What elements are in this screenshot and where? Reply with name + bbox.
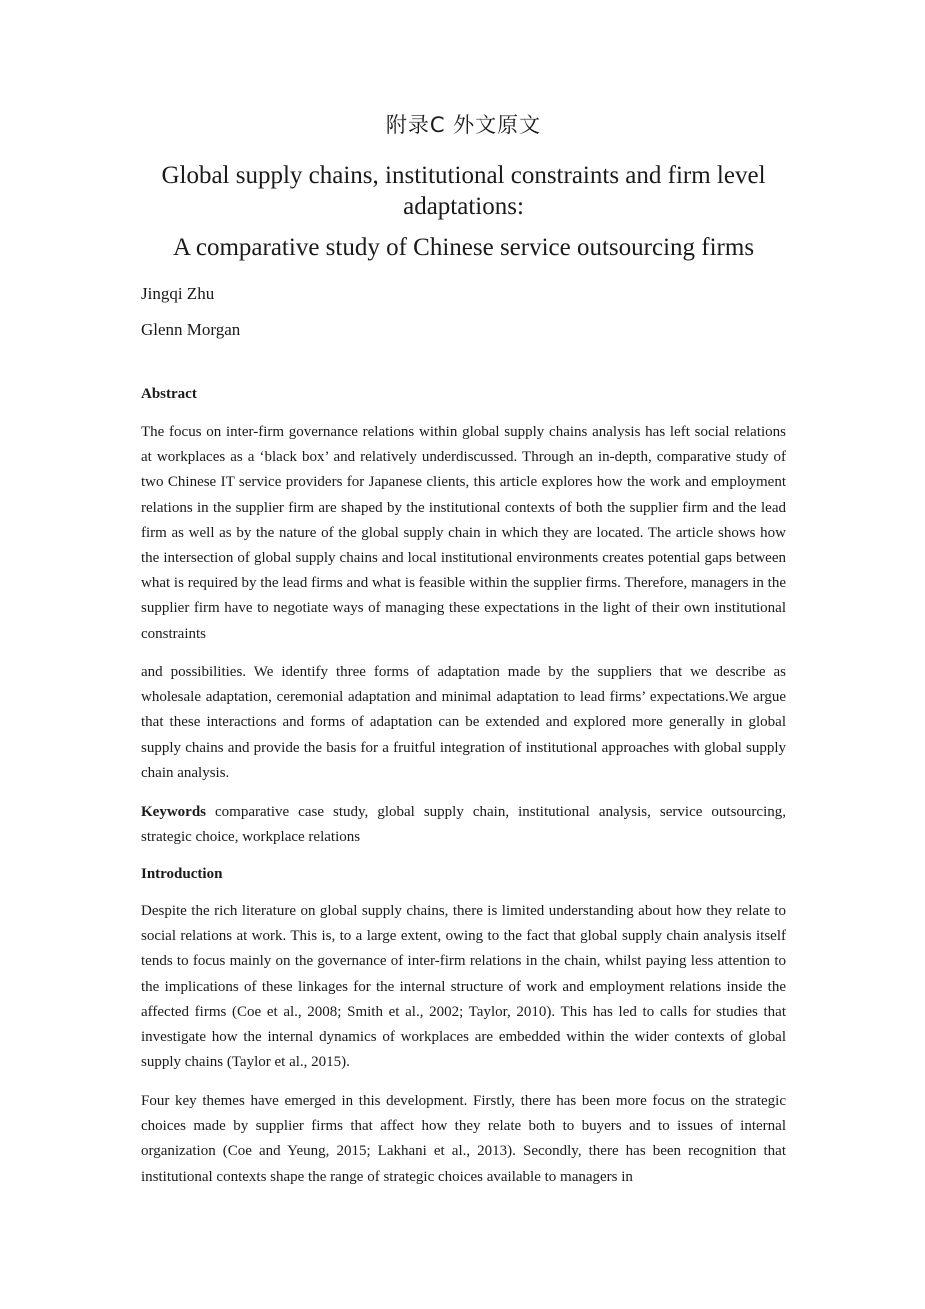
title-line-2: adaptations:: [403, 193, 524, 220]
introduction-paragraph-1: Despite the rich literature on global supply chains, there is limited understanding about how they relate to social relations at work. This is, to a large extent, owing to the fact that global supply chain analysis itself tends to focus mainly on the governance of inter-firm relations in the chain, whilst paying less attention to the implications of these linkages for the internal structure of work and employment relations inside the affected firms (Coe et al., 2008; Smith et al., 2002; Taylor, 2010). This has led to calls for studies that investigate how the internal dynamics of workplaces are embedded within the wider contexts of global supply chains (Taylor et al., 2015).: [141, 903, 786, 1071]
title-line-1: Global supply chains, institutional constraints and firm level: [161, 162, 766, 189]
abstract-paragraph-1: The focus on inter-firm governance relations within global supply chains analysis has left social relations at workplaces as a ‘black box’ and relatively underdiscussed. Through an in-depth, comparative study of two Chinese IT service providers for Japanese clients, this article explores how the work and employment relations in the supplier firm are shaped by the institutional contexts of both the supplier firm and the lead firm as well as by the nature of the global supply chain in which they are located. The article shows how the intersection of global supply chains and local institutional environments creates potential gaps between what is required by the lead firms and what is feasible within the supplier firms. Therefore, managers in the supplier firm have to negotiate ways of managing these expectations in the light of their own institutional constraints: [141, 424, 786, 642]
keywords-text: comparative case study, global supply chain, institutional analysis, service outsourcing, strategic choice, workplace relations: [141, 804, 786, 846]
appendix-label: 附录C 外文原文: [385, 113, 542, 137]
introduction-heading: Introduction: [141, 866, 223, 882]
author-1: Jingqi Zhu: [141, 284, 215, 303]
keywords-paragraph: [141, 800, 786, 850]
paper-subtitle: A comparative study of Chinese service outsourcing firms: [172, 234, 755, 261]
keywords-label: Keywords: [141, 804, 206, 820]
abstract-paragraph-2: and possibilities. We identify three forms of adaptation made by the suppliers that we describe as wholesale adaptation, ceremonial adaptation and minimal adaptation to lead firms’ expectations.We argue that these interactions and forms of adaptation can be extended and explored more generally in global supply chains and provide the basis for a fruitful integration of institutional approaches with global supply chain analysis.: [141, 664, 786, 781]
author-2: Glenn Morgan: [141, 320, 241, 339]
introduction-paragraph-2: Four key themes have emerged in this development. Firstly, there has been more focus on the strategic choices made by supplier firms that affect how they relate both to buyers and to issues of internal organization (Coe and Yeung, 2015; Lakhani et al., 2013). Secondly, there has been recognition that institutional contexts shape the range of strategic choices available to managers in: [141, 1093, 786, 1185]
abstract-heading: Abstract: [141, 386, 197, 402]
paper-title: [141, 160, 786, 263]
